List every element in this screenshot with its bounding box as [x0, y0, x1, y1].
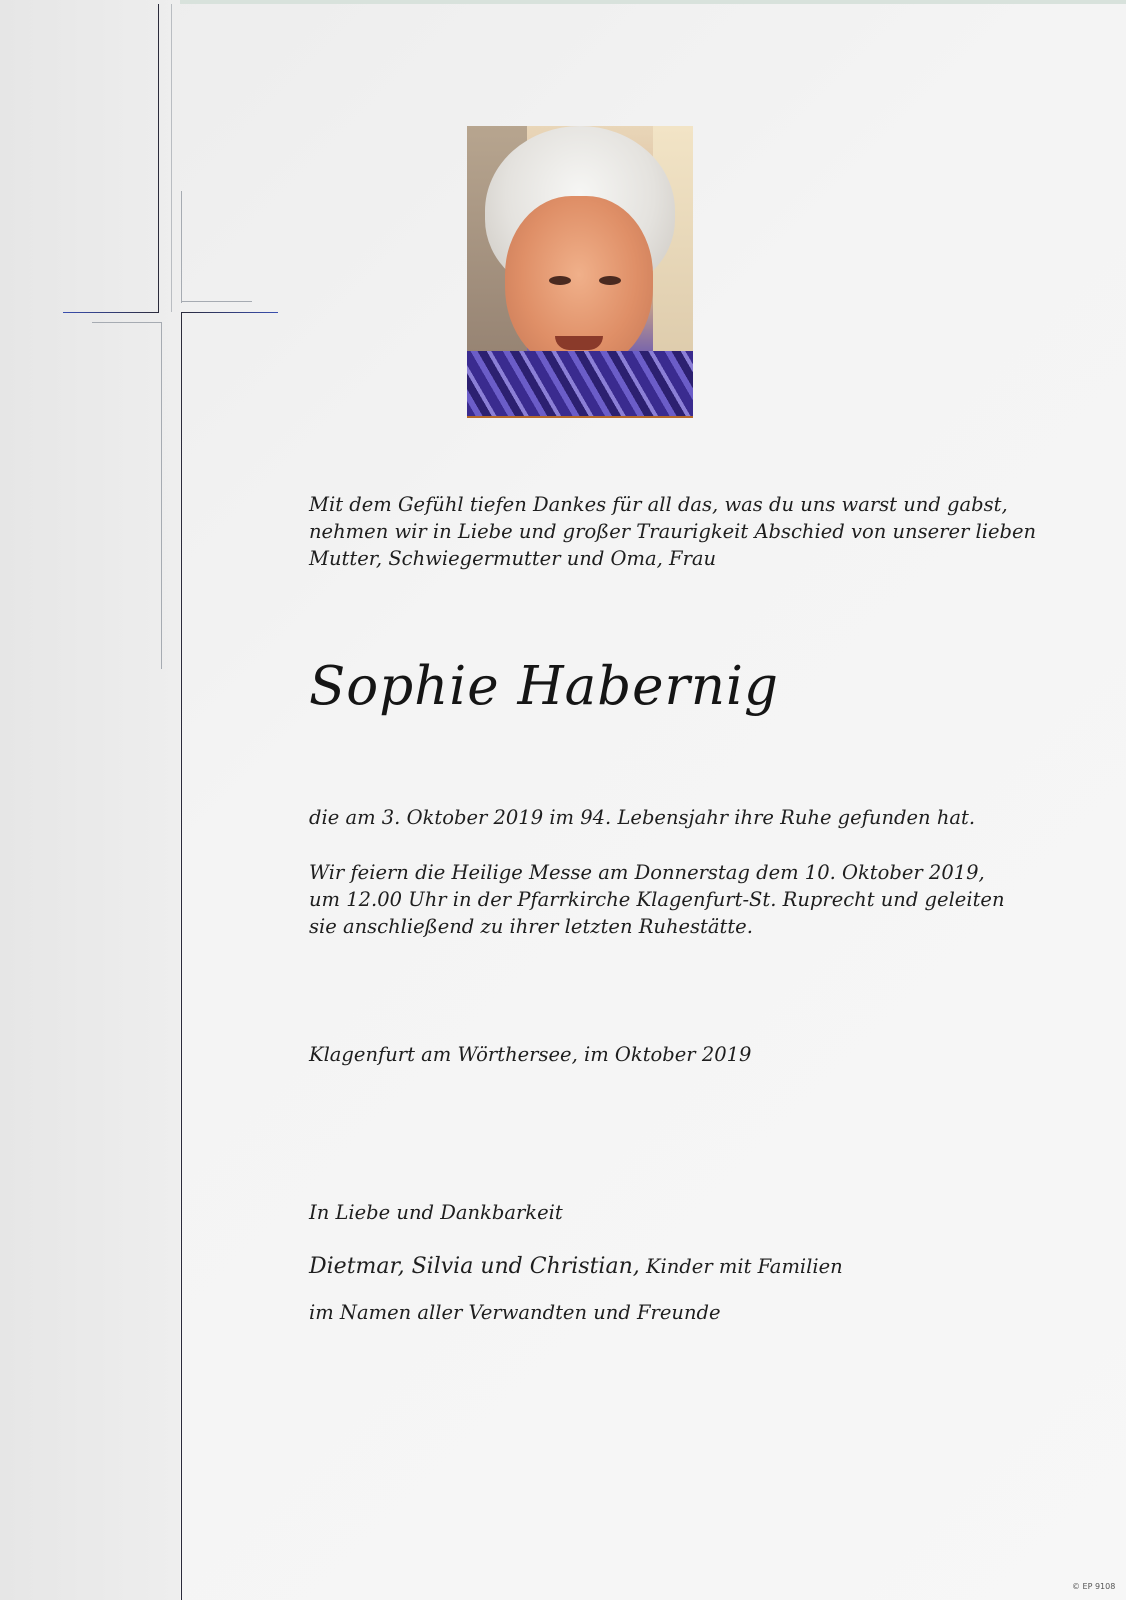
cross-horizontal-right-light	[181, 301, 252, 302]
place-date: Klagenfurt am Wörthersee, im Oktober 2019	[309, 1043, 752, 1066]
signers-names: Dietmar, Silvia und Christian,	[309, 1254, 640, 1279]
cross-horizontal-right-dark	[181, 312, 278, 313]
photo-eye-right	[599, 276, 621, 285]
relatives-line: im Namen aller Verwandten und Freunde	[309, 1301, 721, 1324]
photo-mouth	[555, 336, 603, 350]
mass-info: Wir feiern die Heilige Messe am Donnerstag dem 10. Oktober 2019, um 12.00 Uhr in der Pfarrkirche Klagenfurt-St. Ruprecht und geleiten sie anschließend zu ihrer letzten Ruhestätte.	[309, 861, 1005, 938]
print-code: © EP 9108	[1072, 1582, 1116, 1591]
cross-horizontal-left-dark	[63, 312, 159, 313]
closing-line: In Liebe und Dankbarkeit	[309, 1201, 563, 1224]
photo-eye-left	[549, 276, 571, 285]
portrait-photo	[467, 126, 693, 418]
deceased-name: Sophie Habernig	[309, 656, 779, 717]
cross-vertical-dark-top	[158, 4, 159, 312]
cross-vertical-light-top	[171, 4, 172, 312]
left-band	[0, 0, 180, 1600]
signers-line	[309, 1254, 843, 1279]
cross-vertical-dark-long	[181, 313, 182, 1600]
cross-vertical-light-bottom	[161, 322, 162, 669]
cross-vertical-upper-right	[181, 191, 182, 303]
signers-suffix: Kinder mit Familien	[645, 1255, 843, 1278]
death-notice: die am 3. Oktober 2019 im 94. Lebensjahr ihre Ruhe gefunden hat.	[309, 806, 976, 829]
cross-horizontal-left-light	[92, 322, 161, 323]
intro-text: Mit dem Gefühl tiefen Dankes für all das, was du uns warst und gabst, nehmen wir in Liebe und großer Traurigkeit Abschied von unserer lieben Mutter, Schwiegermutter und Oma, Frau	[309, 493, 1037, 570]
photo-scarf	[467, 351, 693, 418]
